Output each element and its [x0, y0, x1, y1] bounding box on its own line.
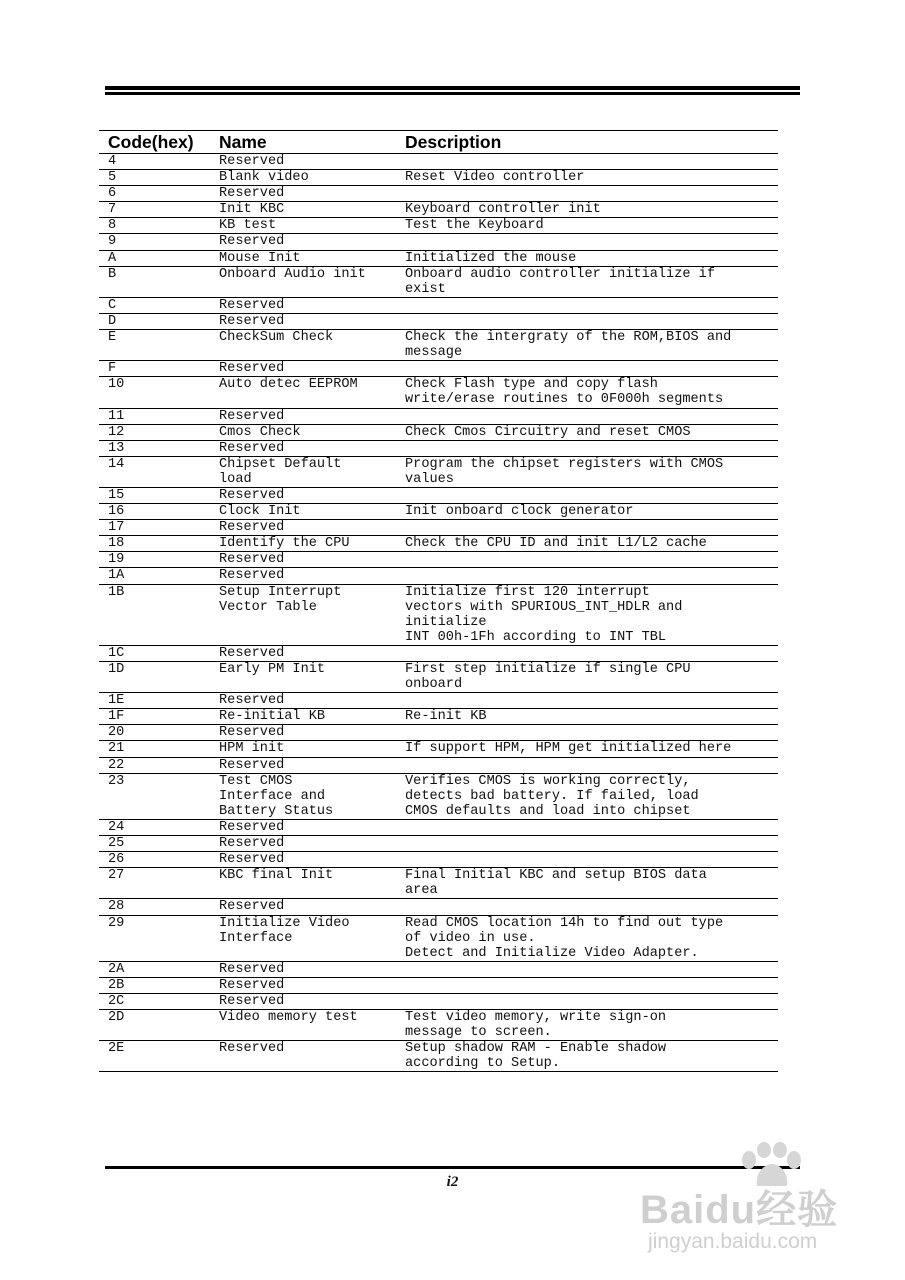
cell-name: Reserved [219, 993, 285, 1009]
cell-description [395, 820, 778, 835]
cell-code: 2D [108, 1010, 125, 1026]
cell-description [395, 409, 778, 424]
cell-description [395, 899, 778, 914]
cell-name: Test CMOS Interface and Battery Status [219, 773, 334, 819]
table-row [99, 409, 778, 425]
table-row [99, 646, 778, 662]
cell-code: 19 [108, 552, 125, 568]
table-row [99, 186, 778, 202]
cell-code: B [108, 266, 117, 282]
cell-description [395, 758, 778, 773]
cell-name: Identify the CPU [219, 536, 350, 552]
cell-code: 1A [108, 568, 125, 584]
cell-description: Check Cmos Circuitry and reset CMOS [405, 424, 691, 440]
cell-name: Video memory test [219, 1010, 358, 1026]
table-row [99, 441, 778, 457]
watermark-logo: Baidu经验 [640, 1188, 839, 1232]
table-row [99, 457, 778, 488]
page-number: i2 [446, 1174, 459, 1190]
cell-code: 1F [108, 709, 125, 725]
cell-code: 2B [108, 977, 125, 993]
table-row [99, 725, 778, 741]
cell-name: Reserved [219, 852, 285, 868]
cell-name: Cmos Check [219, 424, 301, 440]
table-row [99, 218, 778, 234]
table-row [99, 693, 778, 709]
cell-code: 29 [108, 915, 125, 931]
table-row [99, 774, 778, 820]
cell-description [395, 646, 778, 661]
table-row [99, 361, 778, 377]
table-row [99, 425, 778, 441]
cell-name: Reserved [219, 836, 285, 852]
cell-description [395, 520, 778, 535]
cell-name: Reserved [219, 313, 285, 329]
cell-description: Onboard audio controller initialize if exist [405, 266, 715, 297]
cell-description: Setup shadow RAM - Enable shadow according to Setup. [405, 1041, 667, 1072]
table-row [99, 916, 778, 962]
cell-name: Early PM Init [219, 662, 326, 677]
cell-description: Test video memory, write sign-on message to screen. [405, 1010, 667, 1041]
cell-code: 14 [108, 456, 125, 472]
cell-name: Reserved [219, 899, 285, 915]
table-row [99, 488, 778, 504]
cell-code: 17 [108, 520, 125, 536]
table-row [99, 298, 778, 314]
table-row [99, 978, 778, 994]
cell-name: KB test [219, 218, 277, 234]
cell-name: Reserved [219, 961, 285, 977]
cell-code: 18 [108, 536, 125, 552]
table-row [99, 994, 778, 1010]
cell-name: Reserved [219, 186, 285, 202]
cell-code: 24 [108, 819, 125, 835]
cell-description [395, 994, 778, 1009]
table-row [99, 741, 778, 757]
cell-code: 10 [108, 377, 125, 393]
cell-name: Reserved [219, 297, 285, 313]
cell-description: Check Flash type and copy flash write/erase routines to 0F000h segments [405, 377, 724, 408]
cell-description [395, 836, 778, 851]
cell-description [395, 186, 778, 201]
cell-description: Test the Keyboard [405, 218, 544, 234]
cell-name: Reserved [219, 645, 285, 661]
cell-description [395, 725, 778, 740]
cell-code: 26 [108, 852, 125, 868]
table-row [99, 868, 778, 899]
table-row [99, 1041, 778, 1072]
table-row [99, 504, 778, 520]
cell-name: Reserved [219, 725, 285, 741]
table-row [99, 154, 778, 170]
table-row [99, 1010, 778, 1041]
cell-name: Mouse Init [219, 250, 301, 266]
cell-description: Init onboard clock generator [405, 504, 634, 520]
cell-code: 6 [108, 186, 117, 202]
cell-name: Init KBC [219, 202, 285, 218]
cell-name: Onboard Audio init [219, 266, 366, 282]
cell-name: Auto detec EEPROM [219, 377, 358, 393]
cell-name: Blank video [219, 170, 309, 186]
cell-code: 12 [108, 424, 125, 440]
cell-description [395, 234, 778, 249]
cell-code: 15 [108, 487, 125, 503]
table-row [99, 536, 778, 552]
cell-description [395, 852, 778, 867]
cell-name: Reserved [219, 440, 285, 456]
table-row [99, 709, 778, 725]
table-row [99, 234, 778, 250]
cell-code: 7 [108, 202, 117, 218]
table-row [99, 662, 778, 693]
table-header [99, 131, 778, 154]
cell-code: 4 [108, 154, 117, 169]
cell-description [395, 441, 778, 456]
cell-name: Re-initial KB [219, 709, 326, 725]
cell-name: Setup Interrupt Vector Table [219, 584, 342, 615]
cell-name: Clock Init [219, 504, 301, 520]
column-header-description: Description [405, 132, 502, 152]
cell-code: E [108, 330, 117, 346]
cell-description [395, 361, 778, 376]
cell-description [395, 298, 778, 313]
cell-name: Reserved [219, 757, 285, 773]
table-row [99, 758, 778, 774]
cell-code: 23 [108, 773, 125, 789]
table-row [99, 251, 778, 267]
table-row [99, 820, 778, 836]
header-rule [105, 86, 800, 95]
cell-name: Reserved [219, 977, 285, 993]
column-header-code: Code(hex) [108, 132, 194, 152]
cell-code: D [108, 313, 117, 329]
cell-name: HPM init [219, 741, 285, 757]
cell-description [395, 552, 778, 567]
cell-code: 2C [108, 993, 125, 1009]
table-row [99, 836, 778, 852]
cell-code: C [108, 297, 117, 313]
table-row [99, 377, 778, 408]
table-row [99, 202, 778, 218]
cell-code: F [108, 361, 117, 377]
cell-code: 8 [108, 218, 117, 234]
cell-description [395, 314, 778, 329]
cell-code: 13 [108, 440, 125, 456]
cell-code: 2E [108, 1041, 125, 1057]
cell-name: Reserved [219, 361, 285, 377]
column-header-name: Name [219, 132, 267, 152]
cell-name: Reserved [219, 487, 285, 503]
cell-description [395, 568, 778, 583]
cell-code: 1C [108, 645, 125, 661]
cell-description: Initialize first 120 interrupt vectors with SPURIOUS_INT_HDLR and initialize INT 00h-1Fh according to INT TBL [405, 584, 683, 645]
cell-description: Initialized the mouse [405, 250, 577, 266]
cell-description: Keyboard controller init [405, 202, 601, 218]
cell-description: Reset Video controller [405, 170, 585, 186]
cell-description: Final Initial KBC and setup BIOS data area [405, 868, 707, 899]
cell-code: 1D [108, 662, 125, 677]
cell-code: 20 [108, 725, 125, 741]
table-row [99, 585, 778, 646]
cell-name: CheckSum Check [219, 330, 334, 346]
cell-description: Check the CPU ID and init L1/L2 cache [405, 536, 707, 552]
cell-code: 11 [108, 408, 125, 424]
cell-description: Program the chipset registers with CMOS values [405, 456, 724, 487]
cell-description [395, 154, 778, 169]
cell-description [395, 488, 778, 503]
cell-name: Reserved [219, 234, 285, 250]
cell-code: 1E [108, 693, 125, 709]
cell-code: 22 [108, 757, 125, 773]
cell-code: 1B [108, 584, 125, 600]
cell-description [395, 978, 778, 993]
cell-name: Chipset Default load [219, 456, 342, 487]
table-row [99, 267, 778, 298]
cell-code: 27 [108, 868, 125, 884]
cell-name: KBC final Init [219, 868, 334, 884]
cell-name: Reserved [219, 568, 285, 584]
cell-description [395, 962, 778, 977]
cell-description: If support HPM, HPM get initialized here [405, 741, 732, 757]
cell-name: Reserved [219, 154, 285, 169]
cell-code: 16 [108, 504, 125, 520]
table-row [99, 568, 778, 584]
watermark-url: jingyan.baidu.com [648, 1230, 818, 1253]
cell-name: Reserved [219, 1041, 285, 1057]
cell-name: Reserved [219, 408, 285, 424]
cell-name: Initialize Video Interface [219, 915, 350, 946]
cell-description: Read CMOS location 14h to find out type of video in use. Detect and Initialize Video Adapter. [405, 915, 724, 961]
table-row [99, 520, 778, 536]
cell-name: Reserved [219, 552, 285, 568]
cell-code: 28 [108, 899, 125, 915]
cell-name: Reserved [219, 693, 285, 709]
cell-description: First step initialize if single CPU onboard [405, 662, 691, 693]
table-row [99, 330, 778, 361]
table-row [99, 962, 778, 978]
cell-code: 5 [108, 170, 117, 186]
cell-code: 21 [108, 741, 125, 757]
table-row [99, 899, 778, 915]
cell-description: Check the intergraty of the ROM,BIOS and message [405, 330, 732, 361]
cell-code: 9 [108, 234, 117, 250]
table-body [99, 154, 778, 1072]
watermark [640, 1142, 895, 1272]
table-row [99, 552, 778, 568]
cell-code: 25 [108, 836, 125, 852]
cell-name: Reserved [219, 819, 285, 835]
cell-description: Re-init KB [405, 709, 487, 725]
cell-description [395, 693, 778, 708]
table-row [99, 170, 778, 186]
post-code-table [99, 130, 778, 1072]
table-row [99, 314, 778, 330]
cell-name: Reserved [219, 520, 285, 536]
cell-code: A [108, 250, 117, 266]
cell-code: 2A [108, 961, 125, 977]
table-row [99, 852, 778, 868]
cell-description: Verifies CMOS is working correctly, detects bad battery. If failed, load CMOS defaults and load into chipset [405, 773, 699, 819]
